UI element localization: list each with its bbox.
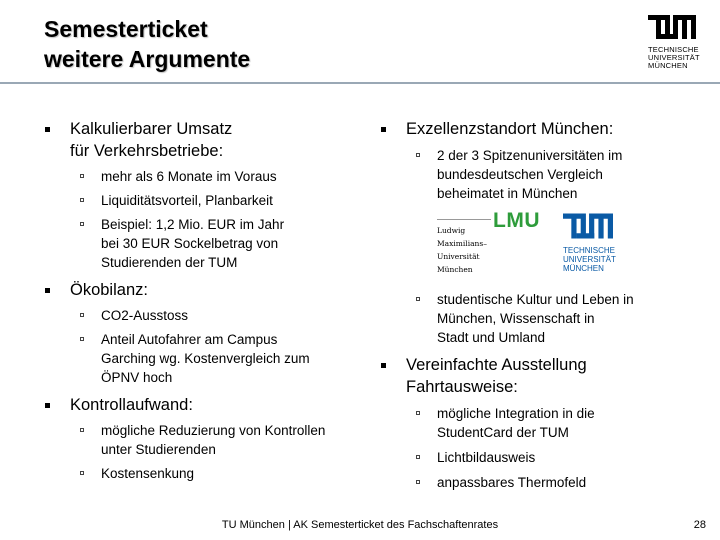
sub-bullet-text: Liquiditätsvorteil, Planbarkeit xyxy=(101,193,273,208)
lmu-logo-line: Ludwig xyxy=(437,226,466,235)
hollow-square-bullet-icon xyxy=(416,455,420,459)
header-divider xyxy=(0,82,720,84)
sub-bullet-text: Garching wg. Kostenvergleich zum xyxy=(101,351,310,366)
bullet-text: für Verkehrsbetriebe: xyxy=(70,142,224,160)
sub-bullet-text: studentische Kultur und Leben in xyxy=(437,292,634,307)
bullet-item xyxy=(44,118,364,162)
bullet-text: Kalkulierbarer Umsatz xyxy=(70,120,233,138)
lmu-logo-line: München xyxy=(437,265,473,274)
slide-title-line: Semesterticket xyxy=(44,16,208,42)
square-bullet-icon xyxy=(381,127,386,132)
square-bullet-icon xyxy=(381,363,386,368)
hollow-square-bullet-icon xyxy=(416,153,420,157)
tum-logo-mark xyxy=(648,15,696,39)
tum-logo-text xyxy=(648,46,700,70)
sub-bullet-text: Stadt und Umland xyxy=(437,330,546,345)
sub-bullet-item xyxy=(44,191,364,210)
hollow-square-bullet-icon xyxy=(80,313,84,317)
sub-bullet-text: ÖPNV hoch xyxy=(101,370,173,385)
square-bullet-icon xyxy=(45,127,50,132)
hollow-square-bullet-icon xyxy=(80,471,84,475)
page-number: 28 xyxy=(693,519,706,531)
bullet-item xyxy=(380,354,700,398)
sub-bullet-text: mehr als 6 Monate im Voraus xyxy=(101,169,277,184)
sub-bullet-text: beheimatet in München xyxy=(437,186,578,201)
tum-logo-line: TECHNISCHE xyxy=(648,45,699,54)
tum-logo-line: UNIVERSITÄT xyxy=(648,53,700,62)
sub-bullet-item xyxy=(44,167,364,186)
sub-bullet-text: mögliche Integration in die xyxy=(437,406,595,421)
lmu-logo-mark: LMU xyxy=(493,209,540,232)
hollow-square-bullet-icon xyxy=(80,222,84,226)
hollow-square-bullet-icon xyxy=(416,297,420,301)
sub-bullet-text: CO2-Ausstoss xyxy=(101,308,189,323)
sub-bullet-text: Studierenden der TUM xyxy=(101,255,238,270)
tum-logo xyxy=(648,15,700,70)
sub-bullet-item xyxy=(44,306,364,325)
lmu-logo-line: Universität xyxy=(437,252,480,261)
lmu-logo-rule xyxy=(437,219,491,220)
sub-bullet-text: unter Studierenden xyxy=(101,442,216,457)
sub-bullet-item xyxy=(44,330,364,387)
sub-bullet-item xyxy=(380,404,700,442)
tum-logo-blue-mark xyxy=(563,213,613,239)
hollow-square-bullet-icon xyxy=(80,428,84,432)
slide-title xyxy=(44,14,250,74)
tum-logo-blue xyxy=(563,213,623,273)
square-bullet-icon xyxy=(45,288,50,293)
bullet-text: Ökobilanz: xyxy=(70,281,148,299)
sub-bullet-text: 2 der 3 Spitzenuniversitäten im xyxy=(437,148,623,163)
sub-bullet-item xyxy=(44,215,364,272)
tum-logo-line: MÜNCHEN xyxy=(648,61,688,70)
bullet-text: Exzellenzstandort München: xyxy=(406,120,614,138)
sub-bullet-text: bei 30 EUR Sockelbetrag von xyxy=(101,236,279,251)
bullet-item xyxy=(44,394,364,416)
sub-bullet-text: anpassbares Thermofeld xyxy=(437,475,587,490)
left-column xyxy=(44,118,364,483)
bullet-text: Vereinfachte Ausstellung xyxy=(406,356,587,374)
sub-bullet-text: StudentCard der TUM xyxy=(437,425,569,440)
hollow-square-bullet-icon xyxy=(80,198,84,202)
right-column xyxy=(380,118,700,492)
sub-bullet-text: bundesdeutschen Vergleich xyxy=(437,167,603,182)
lmu-logo-name xyxy=(437,224,487,276)
hollow-square-bullet-icon xyxy=(80,174,84,178)
slide-footer: TU München | AK Semesterticket des Fachschaftenrates xyxy=(221,519,499,531)
hollow-square-bullet-icon xyxy=(416,480,420,484)
bullet-text: Kontrollaufwand: xyxy=(70,396,193,414)
sub-bullet-text: Kostensenkung xyxy=(101,466,195,481)
bullet-text: Fahrtausweise: xyxy=(406,378,518,396)
university-logos xyxy=(437,211,700,279)
hollow-square-bullet-icon xyxy=(416,411,420,415)
sub-bullet-text: Beispiel: 1,2 Mio. EUR im Jahr xyxy=(101,217,285,232)
tum-logo-blue-line: TECHNISCHE xyxy=(563,246,616,255)
sub-bullet-item xyxy=(44,421,364,459)
square-bullet-icon xyxy=(45,403,50,408)
sub-bullet-text: Lichtbildausweis xyxy=(437,450,536,465)
sub-bullet-text: Anteil Autofahrer am Campus xyxy=(101,332,278,347)
hollow-square-bullet-icon xyxy=(80,337,84,341)
sub-bullet-item xyxy=(380,473,700,492)
sub-bullet-item xyxy=(44,464,364,483)
bullet-item xyxy=(380,118,700,140)
bullet-item xyxy=(44,279,364,301)
tum-logo-blue-line: UNIVERSITÄT xyxy=(563,255,616,264)
sub-bullet-item xyxy=(380,146,700,203)
slide-title-line: weitere Argumente xyxy=(44,46,251,72)
sub-bullet-text: mögliche Reduzierung von Kontrollen xyxy=(101,423,326,438)
sub-bullet-item xyxy=(380,448,700,467)
tum-logo-blue-text xyxy=(563,246,623,273)
lmu-logo xyxy=(437,211,559,273)
tum-logo-blue-line: MÜNCHEN xyxy=(563,264,604,273)
sub-bullet-text: München, Wissenschaft in xyxy=(437,311,595,326)
lmu-logo-line: Maximilians– xyxy=(437,239,487,248)
sub-bullet-item xyxy=(380,290,700,347)
